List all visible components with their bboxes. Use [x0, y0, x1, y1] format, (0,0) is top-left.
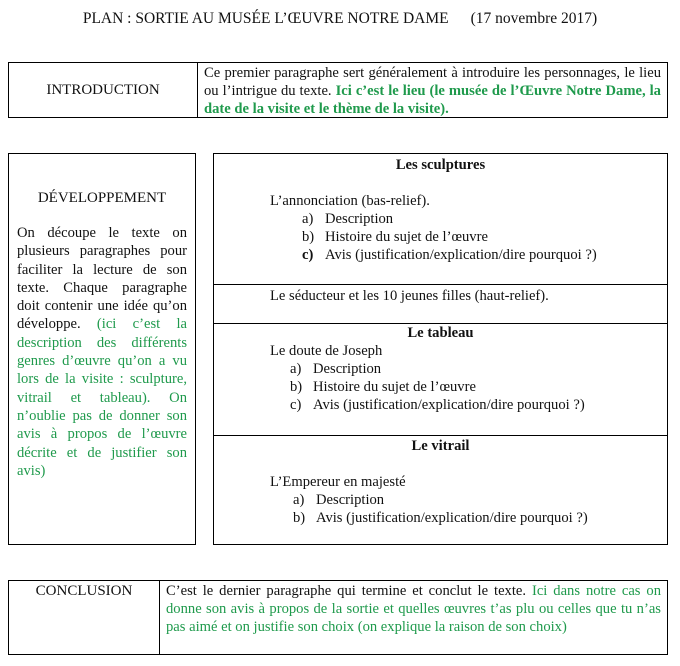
conclusion-text-green: Ici dans notre cas on donne son avis à propos de la sortie et quelles œuvres t’as plu ou celles que tu n’as pas aimé et on justifie son choix (on explique la raison de son choix) [166, 583, 661, 635]
work-title: L’Empereur en majesté [270, 474, 406, 490]
list-item [293, 509, 667, 527]
item-text: Avis (justification/explication/dire pourquoi ?) [325, 247, 597, 263]
introduction-table [8, 62, 668, 118]
section-tableau [214, 323, 667, 435]
item-marker: b) [302, 229, 315, 245]
list-item [302, 246, 667, 264]
introduction-label: INTRODUCTION [9, 63, 198, 117]
item-marker: b) [293, 510, 306, 526]
work-title: Le doute de Joseph [270, 343, 383, 359]
title-date: (17 novembre 2017) [470, 10, 598, 27]
developpement-label: DÉVELOPPEMENT [37, 190, 167, 206]
item-text: Description [316, 492, 385, 508]
conclusion-text [160, 581, 667, 654]
conclusion-label: CONCLUSION [9, 581, 160, 654]
item-marker: c) [302, 247, 314, 263]
item-list [214, 210, 667, 264]
item-text: Description [325, 211, 394, 227]
item-list [214, 491, 667, 527]
item-marker: a) [302, 211, 314, 227]
work-title: L’annonciation (bas-relief). [270, 193, 430, 209]
developpement-text [17, 224, 187, 480]
list-item [290, 396, 667, 414]
title-main: PLAN : SORTIE AU MUSÉE L’ŒUVRE NOTRE DAME [82, 10, 449, 27]
item-text: Description [313, 361, 382, 377]
item-text: Avis (justification/explication/dire pourquoi ?) [313, 397, 585, 413]
item-text: Avis (justification/explication/dire pourquoi ?) [316, 510, 588, 526]
page-title [0, 10, 680, 28]
section-title: Le tableau [407, 325, 474, 341]
item-text: Histoire du sujet de l’œuvre [313, 379, 476, 395]
section-vitrail [214, 435, 667, 545]
work-title: Le séducteur et les 10 jeunes filles (haut-relief). [270, 288, 549, 304]
introduction-text-green: Ici c’est le lieu (le musée de l’Œuvre Notre Dame, la date de la visite et le thème de la visite). [204, 83, 661, 117]
list-item [302, 228, 667, 246]
section-seducteur [214, 284, 667, 323]
item-text: Histoire du sujet de l’œuvre [325, 229, 488, 245]
developpement-text-green: (ici c’est la description des différents genres d’œuvre qu’on a vu lors de la visite : sculpture, vitrail et tableau). On n’oublie pas de donner son avis à propos de l’œuvre décrite et de justifier son avis) [17, 316, 187, 479]
item-marker: b) [290, 379, 303, 395]
conclusion-text-black: C’est le dernier paragraphe qui termine et conclut le texte. [166, 583, 532, 599]
section-title: Le vitrail [411, 438, 470, 454]
list-item [290, 360, 667, 378]
developpement-text-black: On découpe le texte on plusieurs paragraphes pour faciliter la lecture de son texte. Chaque paragraphe doit contenir une idée qu’on développe. [17, 225, 187, 333]
item-list [214, 360, 667, 414]
developpement-box [8, 153, 196, 545]
section-title: Les sculptures [395, 157, 486, 173]
item-marker: a) [290, 361, 302, 377]
conclusion-table [8, 580, 668, 655]
developpement-sections-table [213, 153, 668, 545]
item-marker: a) [293, 492, 305, 508]
list-item [290, 378, 667, 396]
introduction-text [198, 63, 667, 117]
section-sculptures [214, 154, 667, 284]
list-item [293, 491, 667, 509]
item-marker: c) [290, 397, 302, 413]
introduction-text-black: Ce premier paragraphe sert généralement à introduire les personnages, le lieu ou l’intrigue du texte. [204, 65, 661, 99]
list-item [302, 210, 667, 228]
